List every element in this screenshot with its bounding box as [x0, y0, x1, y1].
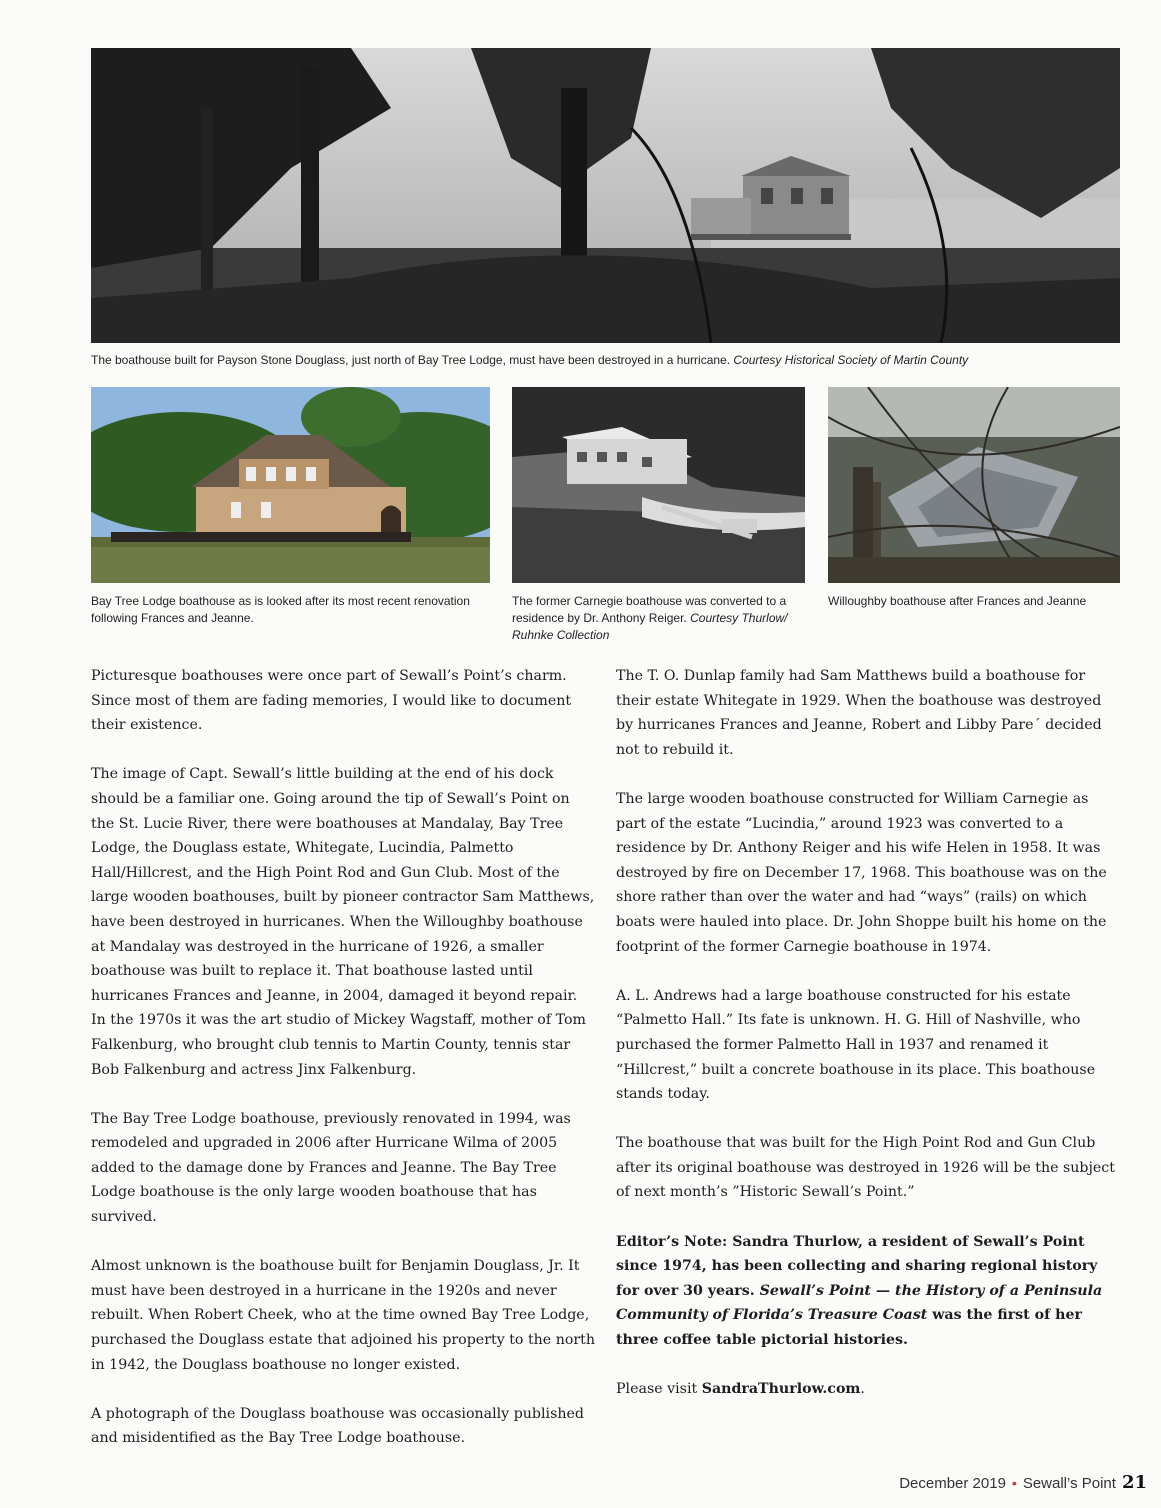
photo-douglass-boathouse	[91, 48, 1120, 343]
caption-text: Willoughby boathouse after Frances and Jeanne	[828, 594, 1087, 608]
paragraph: A. L. Andrews had a large boathouse constructed for his estate “Palmetto Hall.” Its fate is unknown. H. G. Hill of Nashville, who purchased the former Palmetto Hall in 1937 and renamed it “Hillcrest,” built a concrete boathouse in its place. This boathouse stands today.	[616, 987, 1096, 1103]
caption-text: The boathouse built for Payson Stone Douglass, just north of Bay Tree Lodge, must have been destroyed in a hurricane.	[91, 353, 731, 367]
visit-suffix: .	[860, 1381, 865, 1398]
photo-caption-top	[91, 352, 1120, 369]
visit-line	[616, 1377, 1120, 1402]
photo-caption-left	[91, 593, 491, 627]
photo-carnegie-boathouse	[512, 387, 805, 583]
visit-prefix: Please visit	[616, 1381, 698, 1398]
photo-willoughby-boathouse	[828, 387, 1120, 583]
paragraph: A photograph of the Douglass boathouse was occasionally published and misidentified as the Bay Tree Lodge boathouse.	[91, 1405, 584, 1447]
paragraph: Picturesque boathouses were once part of Sewall’s Point’s charm. Since most of them are fading memories, I would like to document their existence.	[91, 668, 572, 734]
paragraph: The boathouse that was built for the High Point Rod and Gun Club after its original boathouse was destroyed in 1926 will be the subject of next month’s ”Historic Sewall’s Point.”	[616, 1135, 1115, 1201]
website-link[interactable]: SandraThurlow.com	[701, 1381, 861, 1398]
caption-text: The former Carnegie boathouse was converted to a residence by Dr. Anthony Reiger.	[512, 594, 787, 625]
book-title: Sewall’s Point — the History of a Peninsula Community of Florida’s Treasure Coast	[616, 1282, 1103, 1324]
editor-note-lead: Editor’s Note: Sandra Thurlow, a resident of Sewall’s Point since 1974, has been collecting and sharing regional history for over 30 years.	[616, 1233, 1098, 1299]
caption-credit: Courtesy Thurlow/ Ruhnke Collection	[512, 611, 788, 642]
page-number: 21	[1121, 1472, 1147, 1493]
paragraph: The image of Capt. Sewall’s little building at the end of his dock should be a familiar one. Going around the tip of Sewall’s Point on the St. Lucie River, there were boathouses at Mandalay, Bay Tree Lodge, the Douglass estate, Whitegate, Lucindia, Palmetto Hall/Hillcrest, and the High Point Rod and Gun Club. Most of the large wooden boathouses, built by pioneer contractor Sam Matthews, have been destroyed in hurricanes. When the Willoughby boathouse at Mandalay was destroyed in the hurricane of 1926, a smaller boathouse was built to replace it. That boathouse lasted until hurricanes Frances and Jeanne, in 2004, damaged it beyond repair. In the 1970s it was the art studio of Mickey Wagstaff, mother of Tom Falkenburg, who brought club tennis to Martin County, tennis star Bob Falkenburg and actress Jinx Falkenburg.	[91, 766, 595, 1078]
photo-caption-right	[828, 593, 1120, 610]
paragraph: The large wooden boathouse constructed for William Carnegie as part of the estate “Lucindia,” around 1923 was converted to a residence by Dr. Anthony Reiger and his wife Helen in 1958. It was destroyed by fire on December 17, 1968. This boathouse was on the shore rather than over the water and had “ways” (rails) on which boats were hauled into place. Dr. John Shoppe built his home on the footprint of the former Carnegie boathouse in 1974.	[616, 790, 1107, 955]
page-footer	[899, 1472, 1147, 1493]
caption-text: Bay Tree Lodge boathouse as is looked after its most recent renovation following Frances and Jeanne.	[91, 594, 470, 625]
publication-name: Sewall’s Point	[1022, 1475, 1116, 1492]
article-column-right	[616, 664, 1120, 1426]
footer-separator: •	[1011, 1475, 1017, 1491]
paragraph: The Bay Tree Lodge boathouse, previously renovated in 1994, was remodeled and upgraded in 2006 after Hurricane Wilma of 2005 added to the damage done by Frances and Jeanne. The Bay Tree Lodge boathouse is the only large wooden boathouse that has survived.	[91, 1110, 571, 1226]
paragraph: The T. O. Dunlap family had Sam Matthews build a boathouse for their estate Whitegate in 1929. When the boathouse was destroyed by hurricanes Frances and Jeanne, Robert and Libby Pare´ decided not to rebuild it.	[616, 668, 1102, 758]
article-column-left	[91, 664, 595, 1476]
issue-date: December 2019	[899, 1475, 1006, 1492]
caption-credit: Courtesy Historical Society of Martin County	[733, 353, 969, 367]
editor-note-tail: was the first of her three coffee table pictorial histories.	[616, 1307, 1082, 1349]
paragraph: Almost unknown is the boathouse built for Benjamin Douglass, Jr. It must have been destroyed in a hurricane in the 1920s and never rebuilt. When Robert Cheek, who at the time owned Bay Tree Lodge, purchased the Douglass estate that adjoined his property to the north in 1942, the Douglass boathouse no longer existed.	[91, 1258, 596, 1373]
photo-caption-middle	[512, 593, 805, 644]
editor-note	[616, 1230, 1120, 1353]
photo-bay-tree-lodge-boathouse	[91, 387, 490, 583]
